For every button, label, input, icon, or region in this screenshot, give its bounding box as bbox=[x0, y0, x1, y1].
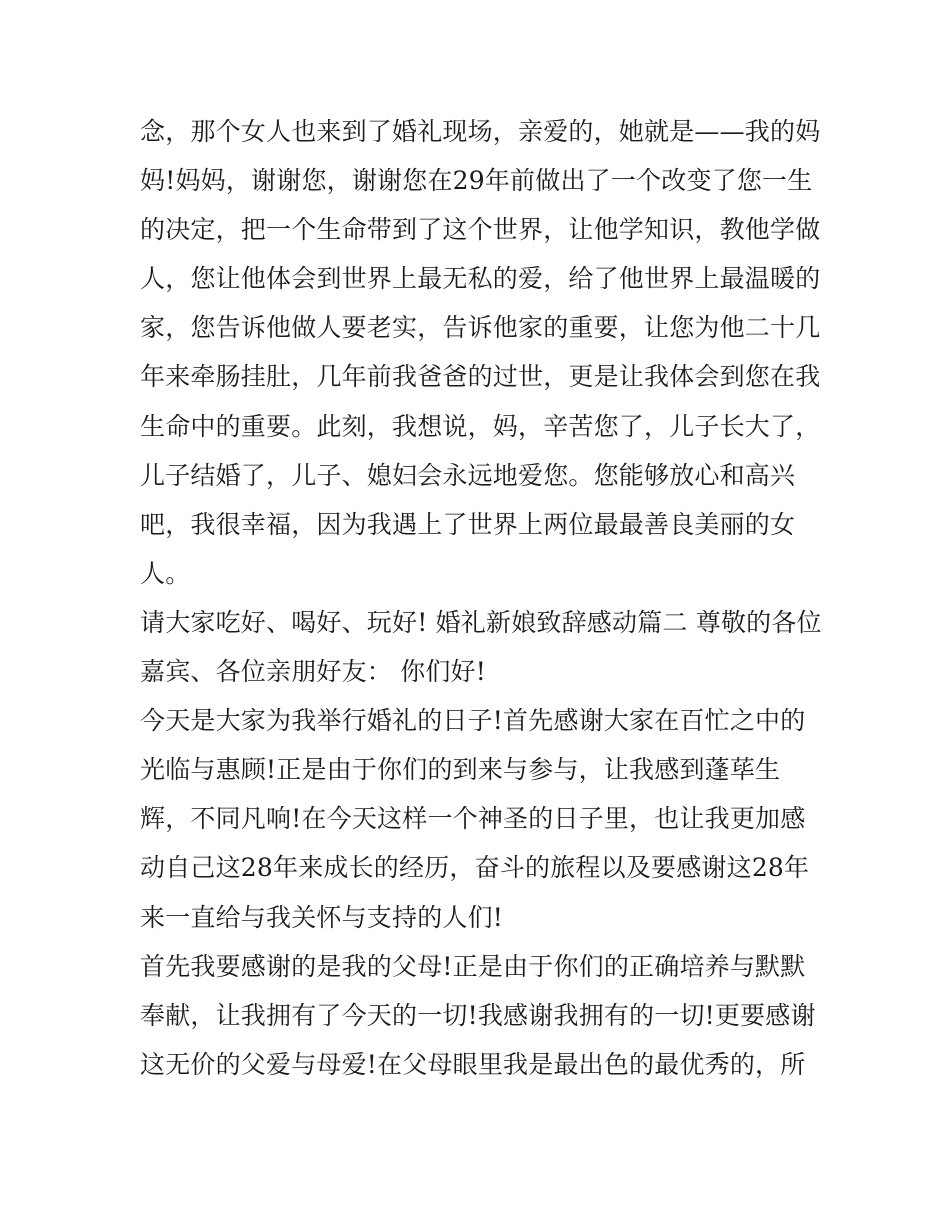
text-line: 请大家吃好、喝好、玩好! 婚礼新娘致辞感动篇二 尊敬的各位 bbox=[140, 607, 822, 637]
text-line: 动自己这28年来成长的经历，奋斗的旅程以及要感谢这28年 bbox=[140, 853, 810, 883]
text-line: 光临与惠顾!正是由于你们的到来与参与，让我感到蓬荜生 bbox=[140, 755, 781, 785]
text-line: 首先我要感谢的是我的父母!正是由于你们的正确培养与默默 bbox=[140, 951, 806, 981]
text-line: 的决定，把一个生命带到了这个世界，让他学知识，教他学做 bbox=[140, 215, 821, 245]
text-line: 妈!妈妈，谢谢您，谢谢您在29年前做出了一个改变了您一生 bbox=[140, 166, 813, 196]
text-line: 人。 bbox=[140, 558, 191, 588]
text-line: 念，那个女人也来到了婚礼现场，亲爱的，她就是——我的妈 bbox=[140, 117, 821, 146]
text-line: 年来牵肠挂肚，几年前我爸爸的过世，更是让我体会到您在我 bbox=[140, 362, 821, 392]
text-line: 儿子结婚了，儿子、媳妇会永远地爱您。您能够放心和高兴 bbox=[140, 460, 796, 490]
text-line: 今天是大家为我举行婚礼的日子!首先感谢大家在百忙之中的 bbox=[140, 706, 806, 736]
text-line: 嘉宾、各位亲朋好友： 你们好! bbox=[140, 657, 486, 687]
text-line: 吧，我很幸福，因为我遇上了世界上两位最最善良美丽的女 bbox=[140, 509, 796, 539]
text-line: 人，您让他体会到世界上最无私的爱，给了他世界上最温暖的 bbox=[140, 264, 821, 294]
text-line: 家，您告诉他做人要老实，告诉他家的重要，让您为他二十几 bbox=[140, 313, 821, 343]
document-body bbox=[140, 107, 830, 1089]
text-line: 这无价的父爱与母爱!在父母眼里我是最出色的最优秀的，所 bbox=[140, 1049, 806, 1079]
text-line: 辉，不同凡响!在今天这样一个神圣的日子里，也让我更加感 bbox=[140, 804, 806, 834]
text-line: 来一直给与我关怀与支持的人们! bbox=[140, 902, 504, 932]
text-line: 生命中的重要。此刻，我想说，妈，辛苦您了，儿子长大了， bbox=[140, 411, 821, 441]
text-line: 奉献，让我拥有了今天的一切!我感谢我拥有的一切!更要感谢 bbox=[140, 1000, 816, 1030]
